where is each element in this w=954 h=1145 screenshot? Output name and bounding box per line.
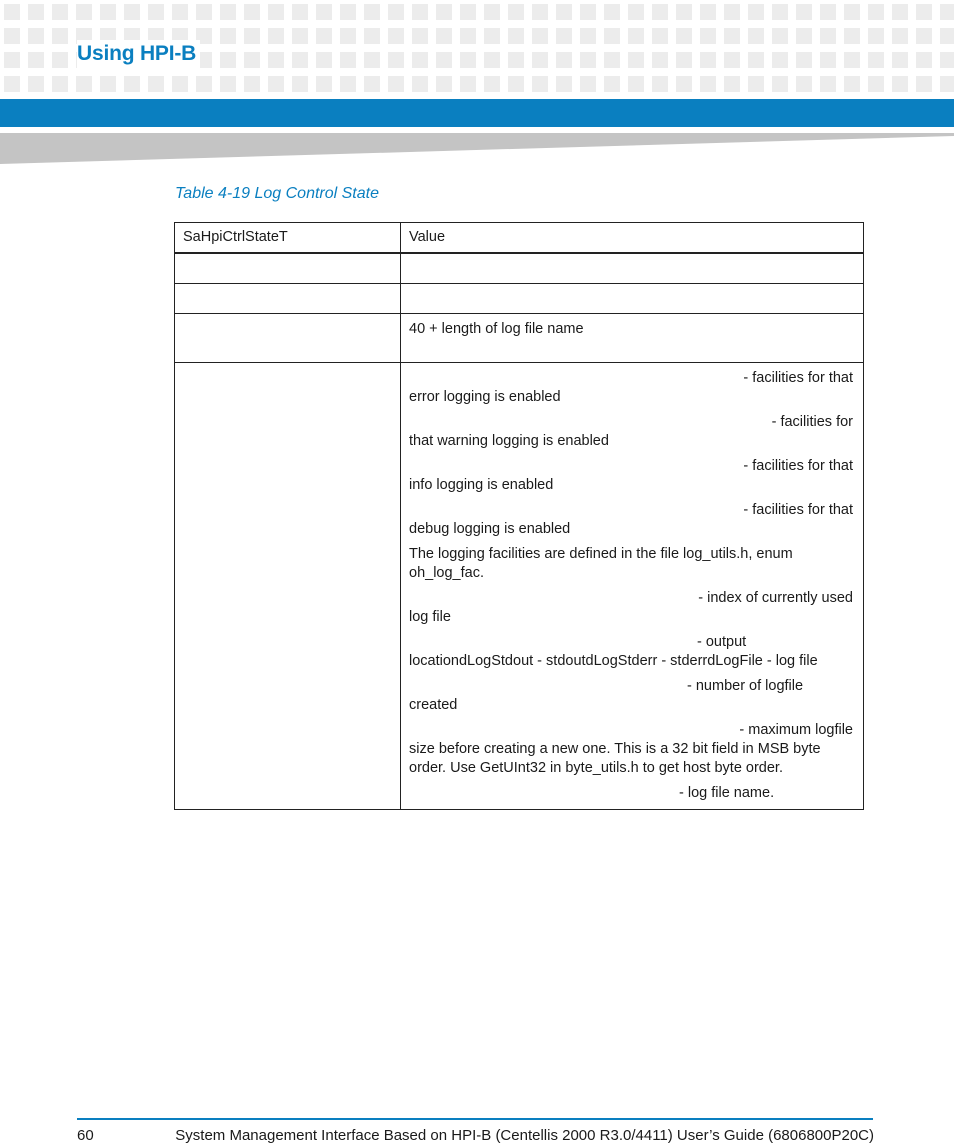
table-cell [401, 283, 864, 313]
header-gray-wedge [0, 130, 954, 164]
table-cell [175, 362, 401, 809]
footer-doc-title: System Management Interface Based on HPI-B (Centellis 2000 R3.0/4411) User’s Guide (6806800P20C) [175, 1127, 874, 1144]
table-caption: Table 4-19 Log Control State [175, 185, 379, 202]
warning-logging-entry: - facilities for that warning logging is enabled [409, 413, 853, 449]
table-row [175, 362, 864, 809]
output-entry: - output locationdLogStdout - stdoutdLogStderr - stderrdLogFile - log file [409, 633, 818, 669]
number-entry: - number of logfile created [409, 677, 804, 713]
header-cell-value: Value [401, 223, 864, 254]
name-entry: - log file name. [679, 784, 775, 801]
facilities-note: The logging facilities are defined in the file log_utils.h, enum oh_log_fac. [409, 545, 793, 581]
table-cell [175, 283, 401, 313]
table-row [175, 283, 864, 313]
header-blue-bar [0, 99, 954, 127]
page-number: 60 [77, 1127, 94, 1144]
error-logging-entry: - facilities for that error logging is enabled [409, 369, 853, 405]
header-cell-type: SaHpiCtrlStateT [175, 223, 401, 254]
table-cell-length: 40 + length of log file name [401, 313, 864, 362]
table-row [175, 313, 864, 362]
table-cell [175, 253, 401, 283]
footer-rule [77, 1118, 873, 1120]
debug-logging-entry: - facilities for that debug logging is enabled [409, 501, 853, 537]
table-cell [401, 253, 864, 283]
table-cell-body [401, 362, 864, 809]
info-logging-entry: - facilities for that info logging is enabled [409, 457, 853, 493]
table-row [175, 253, 864, 283]
index-entry: - index of currently used log file [409, 589, 853, 625]
max-size-entry: - maximum logfile size before creating a new one. This is a 32 bit field in MSB byte order. Use GetUInt32 in byte_utils.h to get host byte order. [409, 721, 853, 776]
log-control-state-table [174, 222, 864, 810]
table-cell [175, 313, 401, 362]
section-title: Using HPI-B [77, 40, 200, 68]
table-header-row [175, 223, 864, 254]
